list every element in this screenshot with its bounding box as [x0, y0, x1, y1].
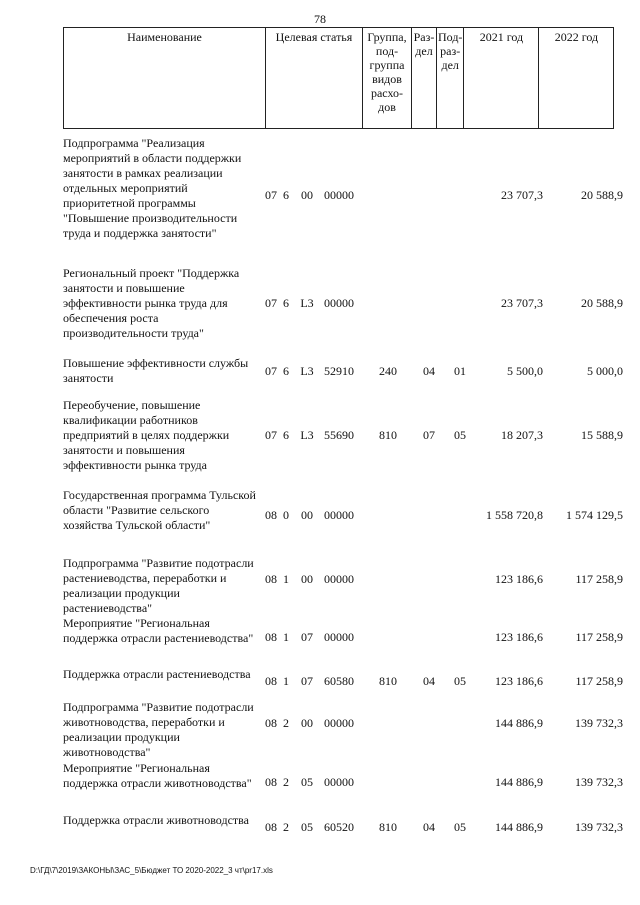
code-direction: 00000 [324, 188, 354, 202]
row-name: Мероприятие "Региональная поддержка отрасли растениеводства" [63, 616, 254, 645]
code-event: 00 [301, 188, 313, 202]
header-target: Целевая статья [266, 28, 363, 129]
amount-2021: 144 886,9 [495, 775, 543, 789]
code-direction: 00000 [324, 296, 354, 310]
code-direction: 60580 [324, 674, 354, 688]
table-header [63, 27, 614, 129]
code-event: 00 [301, 572, 313, 586]
code-direction: 00000 [324, 716, 354, 730]
code-direction: 00000 [324, 572, 354, 586]
amount-2021: 123 186,6 [495, 572, 543, 586]
row-name: Переобучение, повышение квалификации работников предприятий в целях поддержки занятости и повышения эффективности рынка труда [63, 398, 230, 472]
amount-2022: 1 574 129,5 [566, 508, 623, 522]
code-direction: 55690 [324, 428, 354, 442]
code-direction: 00000 [324, 775, 354, 789]
code-subprogram: 2 [283, 775, 289, 789]
table-row [63, 266, 623, 346]
code-program: 07 [265, 428, 277, 442]
table-row [63, 356, 623, 388]
amount-2021: 144 886,9 [495, 820, 543, 834]
amount-2021: 1 558 720,8 [486, 508, 543, 522]
amount-2021: 5 500,0 [507, 364, 543, 378]
code-program: 08 [265, 716, 277, 730]
code-event: L3 [300, 364, 314, 378]
code-program: 07 [265, 364, 277, 378]
amount-2021: 123 186,6 [495, 630, 543, 644]
code-event: L3 [300, 428, 314, 442]
header-razdel: Раз-дел [412, 28, 437, 129]
amount-2021: 123 186,6 [495, 674, 543, 688]
row-name: Подпрограмма "Развитие подотрасли растениеводства, переработки и реализации продукции растениеводства" [63, 556, 254, 615]
code-subprogram: 2 [283, 820, 289, 834]
code-event: 00 [301, 716, 313, 730]
table-row [63, 761, 623, 809]
code-event: 00 [301, 508, 313, 522]
amount-2022: 117 258,9 [575, 572, 623, 586]
code-program: 08 [265, 775, 277, 789]
razdel-value: 04 [423, 674, 435, 688]
row-name: Государственная программа Тульской области "Развитие сельского хозяйства Тульской области" [63, 488, 256, 532]
code-subprogram: 1 [283, 630, 289, 644]
code-program: 08 [265, 630, 277, 644]
code-program: 07 [265, 188, 277, 202]
amount-2022: 5 000,0 [587, 364, 623, 378]
amount-2022: 139 732,3 [575, 820, 623, 834]
table-row [63, 667, 623, 699]
table-row [63, 556, 623, 618]
amount-2022: 20 588,9 [581, 296, 623, 310]
file-path-footer: D:\ГД\7\2019\ЗАКОНЫ\ЗАС_5\Бюджет ТО 2020-2022_3 чт\pr17.xls [30, 866, 273, 875]
code-subprogram: 1 [283, 674, 289, 688]
table-row [63, 136, 623, 256]
amount-2021: 23 707,3 [501, 296, 543, 310]
expense-group: 240 [379, 364, 397, 378]
header-podrazdel: Под-раз-дел [437, 28, 464, 129]
code-subprogram: 6 [283, 364, 289, 378]
row-name: Повышение эффективности службы занятости [63, 356, 249, 385]
amount-2021: 18 207,3 [501, 428, 543, 442]
code-subprogram: 6 [283, 428, 289, 442]
expense-group: 810 [379, 820, 397, 834]
header-year-2022: 2022 год [539, 28, 614, 129]
amount-2022: 117 258,9 [575, 674, 623, 688]
podrazdel-value: 05 [454, 428, 466, 442]
amount-2022: 139 732,3 [575, 716, 623, 730]
expense-group: 810 [379, 674, 397, 688]
amount-2022: 139 732,3 [575, 775, 623, 789]
podrazdel-value: 05 [454, 674, 466, 688]
code-direction: 00000 [324, 630, 354, 644]
row-name: Мероприятие "Региональная поддержка отрасли животноводства" [63, 761, 252, 790]
amount-2022: 15 588,9 [581, 428, 623, 442]
amount-2022: 117 258,9 [575, 630, 623, 644]
row-name: Подпрограмма "Реализация мероприятий в области поддержки занятости в рамках реализации отдельных мероприятий приоритетной программы "Повышение производительности труда и поддержка занятости" [63, 136, 242, 240]
row-name: Подпрограмма "Развитие подотрасли животноводства, переработки и реализации продукции животноводства" [63, 700, 254, 759]
table-row [63, 398, 623, 476]
code-event: L3 [300, 296, 314, 310]
code-program: 08 [265, 820, 277, 834]
code-subprogram: 1 [283, 572, 289, 586]
code-subprogram: 6 [283, 188, 289, 202]
header-year-2021: 2021 год [464, 28, 539, 129]
podrazdel-value: 05 [454, 820, 466, 834]
code-event: 05 [301, 775, 313, 789]
podrazdel-value: 01 [454, 364, 466, 378]
razdel-value: 07 [423, 428, 435, 442]
code-program: 08 [265, 508, 277, 522]
table-row [63, 488, 623, 552]
row-name: Поддержка отрасли растениеводства [63, 667, 251, 681]
amount-2021: 144 886,9 [495, 716, 543, 730]
code-event: 07 [301, 630, 313, 644]
code-direction: 60520 [324, 820, 354, 834]
expense-group: 810 [379, 428, 397, 442]
code-program: 08 [265, 572, 277, 586]
row-name: Поддержка отрасли животноводства [63, 813, 249, 827]
row-name: Региональный проект "Поддержка занятости и повышение эффективности рынка труда для обеспечения роста производительности труда" [63, 266, 240, 340]
table-row [63, 616, 623, 664]
code-program: 07 [265, 296, 277, 310]
code-subprogram: 0 [283, 508, 289, 522]
header-name: Наименование [64, 28, 266, 129]
code-direction: 52910 [324, 364, 354, 378]
page-number: 78 [314, 12, 326, 26]
code-subprogram: 2 [283, 716, 289, 730]
code-event: 05 [301, 820, 313, 834]
table-row [63, 700, 623, 762]
amount-2022: 20 588,9 [581, 188, 623, 202]
code-direction: 00000 [324, 508, 354, 522]
header-group: Группа, под-группа видов расхо-дов [363, 28, 412, 129]
code-subprogram: 6 [283, 296, 289, 310]
razdel-value: 04 [423, 820, 435, 834]
razdel-value: 04 [423, 364, 435, 378]
table-row [63, 813, 623, 845]
code-event: 07 [301, 674, 313, 688]
code-program: 08 [265, 674, 277, 688]
amount-2021: 23 707,3 [501, 188, 543, 202]
